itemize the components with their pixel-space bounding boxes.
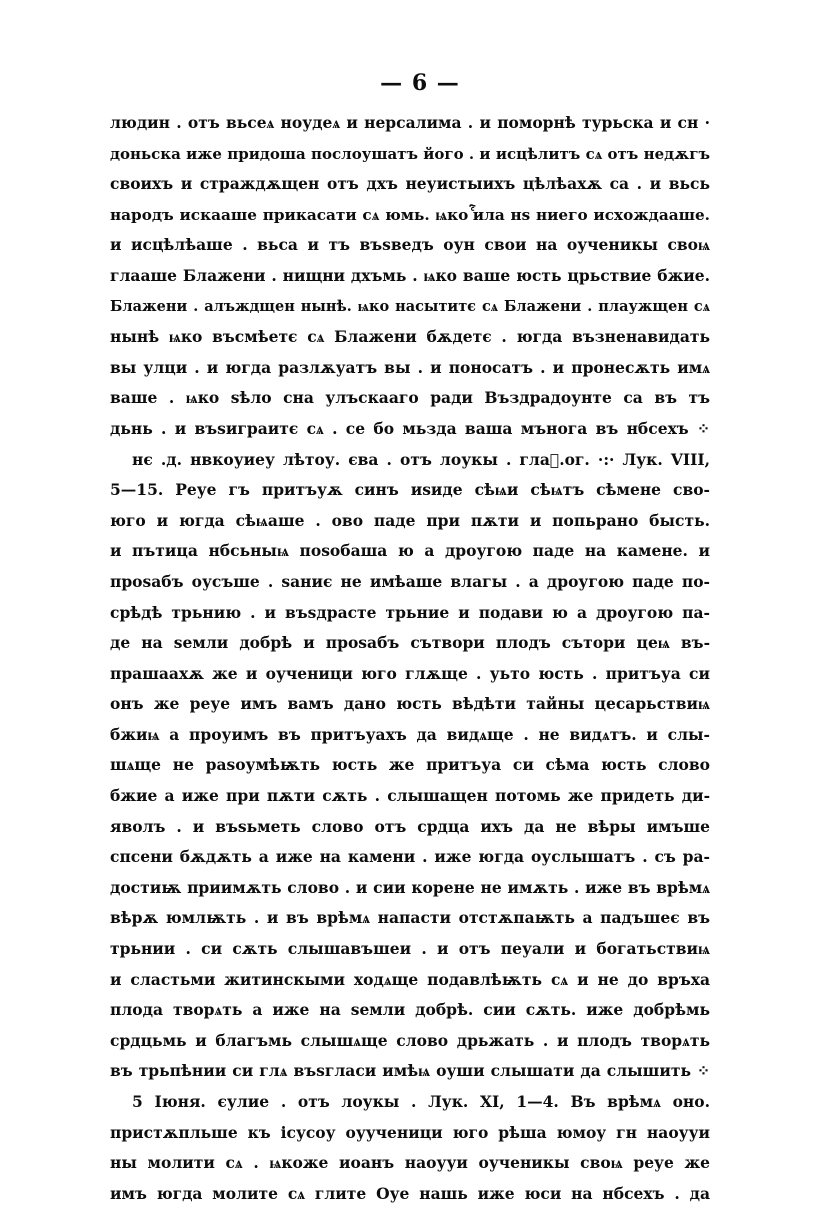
text-line: яволъ . и въѕьметь слово отъ срдца ихъ да не вѣры имъше [110, 816, 710, 836]
text-line: плода творѧть а иже на ѕемли добрѣ. сии сѫть. иже добрѣмь [110, 1000, 710, 1020]
text-line: ны молити сѧ . ѩкоже иоанъ наоууи оученикы своѩ реуе же [110, 1153, 710, 1173]
text-line: вы улци . и югда разлѫуатъ вы . и поносатъ . и пронесѫть имѧ [110, 357, 710, 377]
body-text [110, 108, 710, 1209]
text-line: прашаахѫ же и оученици юго глѫще . уьто юсть . притъуа си [110, 663, 710, 683]
text-line: нє .д. нвкоуиеу лѣтоу. єва . отъ лоукы . глаⷡ.ог. ·:· Лук. VIII, [132, 449, 710, 469]
text-line: срѣдѣ трьнию . и въѕдрасте трьние и подави ю а дроугою па- [110, 602, 710, 622]
text-line: и сластьми житинскыми ходѧще подавлѣѭть сѧ и не до връха [110, 969, 710, 989]
text-line: въ трьпѣнии си глѧ въѕгласи имѣѩ оуши слышати да слышить ⁘ [110, 1061, 710, 1081]
text-line: доньска иже придоша послоушатъ його . и исцѣлитъ сѧ отъ недѫгъ [110, 144, 710, 163]
text-line: спсени бѫдѫть а иже на камени . иже югда оуслышатъ . съ ра- [110, 847, 710, 867]
text-line: и пътица нбсьныѩ поѕобаша ю а дроугою паде на камене. и [110, 541, 710, 561]
text-line: и исцѣлѣаше . вьса и тъ въѕведъ оун свои на оученикы своѩ [110, 235, 710, 255]
text-line: глааше Блажени . нищни дхъмь . ѩко ваше юсть црьствие бжие. [110, 265, 710, 285]
text-line: пристѫпльше къ ісусоу оуученици юго рѣша юмоу гн наоууи [110, 1122, 710, 1142]
text-line: трьнии . си сѫть слышавъшеи . и отъ пеуали и богатьствиѩ [110, 939, 710, 959]
text-line: имъ югда молите сѧ глите Оуе нашь иже юси на нбсехъ . да [110, 1183, 710, 1203]
page-number: — 6 — [380, 70, 460, 96]
text-line: дьнь . и въѕиграитє сѧ . се бо мьзда ваша мънога въ нбсехъ ⁘ [110, 418, 710, 438]
text-line: юго и югда сѣѩаше . ово паде при пѫти и попьрано бысть. [110, 510, 710, 530]
text-line: людин . отъ вьсеѧ ноудеѧ и нерсалима . и поморнѣ турьска и сн · [110, 113, 710, 132]
text-line: вѣрѫ юмлѭть . и въ врѣмѧ напасти отстѫпаѭть а падъшеє въ [110, 908, 710, 928]
text-line: ваше . ѩко ѕѣло сна улъскааго ради Въздрадоунте са въ тъ [110, 388, 710, 408]
text-line: 5 Іюня. єулие . отъ лоукы . Лук. XI, 1—4. Въ врѣмѧ оно. [132, 1092, 710, 1111]
text-line: де на ѕемли добрѣ и проѕабъ сътвори плодъ сътори цеѩ въ- [110, 633, 710, 653]
text-line: бжиѩ а проуимъ въ притъуахъ да видѧще . не видѧтъ. и слы- [110, 724, 710, 744]
text-line: Блажени . алъждщен нынѣ. ѩко насытитє сѧ Блажени . плаужщен сѧ [110, 297, 710, 315]
text-line: 5—15. Реуе гъ притъуѫ синъ иѕиде сѣѩи сѣѩтъ сѣмене сво- [110, 480, 710, 500]
text-line: народъ искааше прикасати сѧ юмь. ѩко ⷭ҇ила нѕ ниего исхождааше. [110, 205, 710, 224]
text-line: достиѭ приимѫть слово . и сии корене не имѫть . иже въ врѣмѧ [110, 877, 710, 897]
text-line: своихъ и страждѫщен отъ дхъ неуистыихъ цѣлѣахѫ са . и вьсь [110, 174, 710, 194]
text-line: проѕабъ оусъше . ѕаниє не имѣаше влагы . а дроугою паде по- [110, 571, 710, 591]
text-line: нынѣ ѩко въсмѣетє сѧ Блажени бѫдетє . югда възненавидать [110, 327, 710, 347]
text-line: шѧще не раѕоумѣѭть юсть же притъуа си сѣма юсть слово [110, 755, 710, 775]
text-line: срдцьмь и благъмь слышѧще слово дрьжать . и плодъ творѧть [110, 1030, 710, 1050]
text-line: бжие а иже при пѫти сѫть . слышащен потомь же придеть ди- [110, 786, 710, 806]
text-line: онъ же реуе имъ вамъ дано юсть вѣдѣти тайны цесарьствиѩ [110, 694, 710, 714]
